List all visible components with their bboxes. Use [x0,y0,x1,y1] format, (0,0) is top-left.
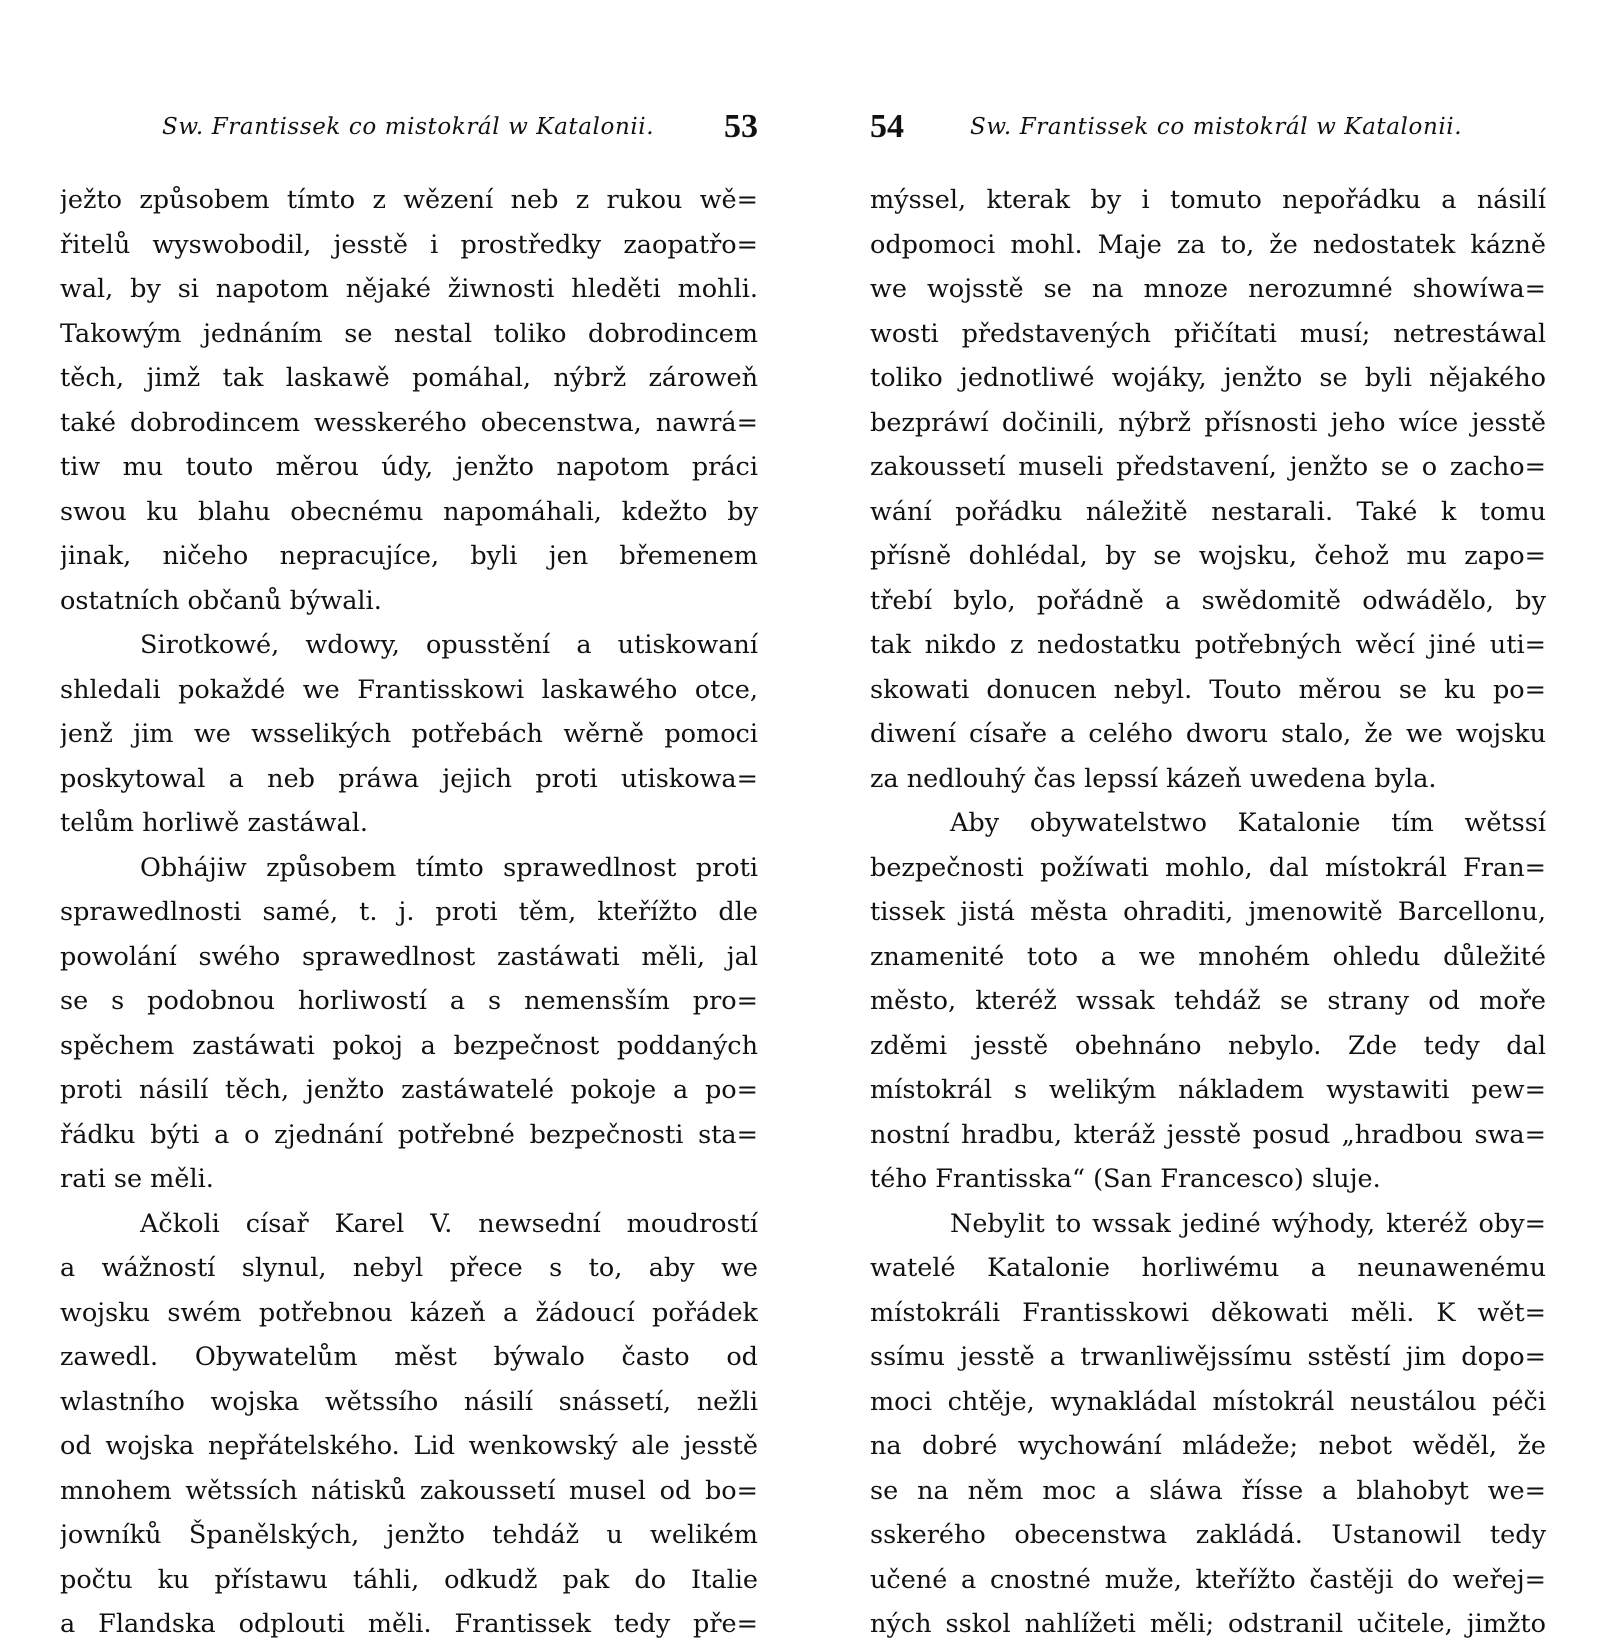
text-line: rati se měli. [60,1164,214,1194]
text-line: zděmi jesstě obehnáno nebylo. Zde tedy dal [870,1030,1546,1061]
text-line: znamenité toto a we mnohém ohledu důležité [870,941,1546,972]
text-line: mýssel, kterak by i tomuto nepořádku a násilí [870,185,1546,215]
right-running-head-title: Sw. Frantissek co mistokrál w Katalonii. [970,114,1463,140]
text-line: bezpečnosti požíwati mohlo, dal místokrál Fran= [870,852,1546,883]
text-line: wal, by si napotom nějaké žiwnosti hleděti mohli. [60,274,758,304]
text-line: tého Frantisska“ (San Francesco) sluje. [870,1164,1381,1194]
text-line: shledali pokaždé we Frantisskowi laskawého otce, [60,674,758,705]
left-page [60,0,758,1639]
text-line: proti násilí těch, jenžto zastáwatelé pokoje a po= [60,1075,758,1105]
right-page [870,0,1546,1639]
text-line: jinak, ničeho nepracujíce, byli jen břemenem [60,541,758,571]
text-line: místokrál s welikým nákladem wystawiti pew= [870,1075,1546,1105]
text-line: bezpráwí dočinili, nýbrž přísnosti jeho wíce jesstě [870,407,1546,438]
left-page-number: 53 [724,108,758,145]
text-line: jowníků Španělských, jenžto tehdáž u welikém [60,1520,758,1550]
text-line: se s podobnou horliwostí a s nemensším pro= [60,986,758,1016]
text-line: watelé Katalonie horliwému a neunawenému [870,1253,1546,1283]
left-running-head [60,108,758,148]
text-line: wojsku swém potřebnou kázeň a žádoucí pořádek [60,1297,758,1328]
text-line: tiw mu touto měrou údy, jenžto napotom práci [60,452,758,482]
text-line: město, kteréž wssak tehdáž se strany od moře [870,986,1546,1016]
text-line: ježto způsobem tímto z wězení neb z rukou wě= [60,185,758,215]
text-line: za nedlouhý čas lepssí kázeň uwedena byla. [870,763,1437,794]
text-line: třebí bylo, pořádně a swědomitě odwádělo, by [870,585,1546,616]
text-line: poskytowal a neb práwa jejich proti utiskowa= [60,763,758,794]
text-line: Sirotkowé, wdowy, opusstění a utiskowaní [140,630,758,660]
text-line: powolání swého sprawedlnost zastáwati měli, jal [60,941,758,972]
text-line: také dobrodincem wesskerého obecenstwa, nawrá= [60,407,758,438]
text-line: telům horliwě zastáwal. [60,808,368,838]
text-line: na dobré wychowání mládeže; nebot wěděl, že [870,1431,1546,1461]
text-line: řádku býti a o zjednání potřebné bezpečnosti sta= [60,1119,758,1150]
text-line: od wojska nepřátelského. Lid wenkowský ale jesstě [60,1431,758,1461]
text-line: těch, jimž tak laskawě pomáhal, nýbrž zároweň [60,363,758,393]
text-line: ostatních občanů býwali. [60,585,382,616]
text-line: nostní hradbu, kteráž jesstě posud „hradbou swa= [870,1119,1546,1150]
text-line: wlastního wojska wětssího násilí snássetí, nežli [60,1386,758,1417]
left-page-text [60,178,758,1647]
text-line: Obhájiw způsobem tímto sprawedlnost proti [140,852,758,883]
text-line: sskerého obecenstwa zakládá. Ustanowil tedy [870,1520,1546,1550]
right-page-text [870,178,1546,1647]
text-line: Takowým jednáním se nestal toliko dobrodincem [60,318,758,349]
left-running-head-title: Sw. Frantissek co mistokrál w Katalonii. [162,114,655,140]
text-line: toliko jednotliwé wojáky, jenžto se byli nějakého [870,363,1546,393]
text-line: řitelů wyswobodil, jesstě i prostředky zaopatřo= [60,229,758,260]
text-line: sprawedlnosti samé, t. j. proti těm, kteřížto dle [60,897,758,927]
text-line: učené a cnostné muže, kteřížto častěji do weřej= [870,1564,1546,1595]
text-line: Ačkoli císař Karel V. newsední moudrostí [140,1208,758,1239]
text-line: Nebylit to wssak jediné wýhody, kteréž oby= [950,1208,1546,1239]
text-line: tissek jistá města ohraditi, jmenowitě Barcellonu, [870,897,1546,927]
text-line: ných sskol nahlížeti měli; odstranil učitele, jimžto [870,1609,1546,1639]
text-line: a wážností slynul, nebyl přece s to, aby we [60,1253,758,1283]
text-line: wosti představených přičítati musí; netrestáwal [870,318,1546,349]
text-line: počtu ku přístawu táhli, odkudž pak do Italie [60,1564,758,1595]
text-line: wání pořádku náležitě nestarali. Také k tomu [870,496,1546,527]
text-line: mnohem wětssích nátisků zakoussetí musel od bo= [60,1475,758,1506]
text-line: přísně dohlédal, by se wojsku, čehož mu zapo= [870,541,1546,571]
text-line: Aby obywatelstwo Katalonie tím wětssí [950,808,1546,838]
text-line: zakoussetí museli představení, jenžto se o zacho= [870,452,1546,482]
text-line: ssímu jesstě a trwanliwějssímu sstěstí jim dopo= [870,1342,1546,1372]
text-line: zawedl. Obywatelům měst býwalo často od [60,1342,758,1372]
right-running-head [870,108,1546,148]
right-page-number: 54 [870,108,904,145]
text-line: tak nikdo z nedostatku potřebných wěcí jiné uti= [870,630,1546,660]
text-line: a Flandska odplouti měli. Frantissek tedy pře= [60,1609,758,1639]
text-line: spěchem zastáwati pokoj a bezpečnost poddaných [60,1030,758,1061]
text-line: skowati donucen nebyl. Touto měrou se ku po= [870,674,1546,705]
text-line: diwení císaře a celého dworu stalo, že we wojsku [870,719,1546,749]
text-line: swou ku blahu obecnému napomáhali, kdežto by [60,496,758,527]
text-line: odpomoci mohl. Maje za to, že nedostatek kázně [870,229,1546,260]
text-line: se na něm moc a sláwa řísse a blahobyt we= [870,1475,1546,1506]
text-line: we wojsstě se na mnoze nerozumné showíwa= [870,274,1546,304]
text-line: jenž jim we wsselikých potřebách wěrně pomoci [60,719,758,749]
text-line: moci chtěje, wynakládal místokrál neustálou péči [870,1386,1546,1417]
text-line: místokráli Frantisskowi děkowati měli. K wět= [870,1297,1546,1328]
